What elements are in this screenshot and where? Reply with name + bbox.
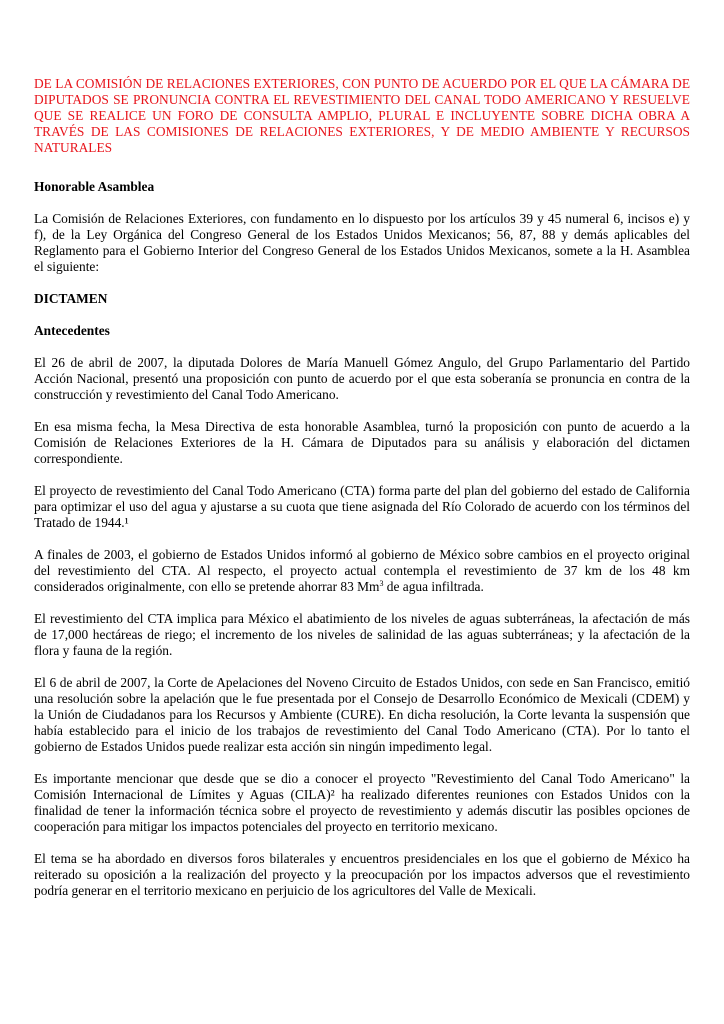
paragraph-8: El tema se ha abordado en diversos foros bilaterales y encuentros presidenciales en los que el gobierno de México ha reiterado su oposición a la realización del proyecto y la preocupación por los impactos adversos que el revestimiento podría generar en el territorio mexicano en perjuicio de los agricultores del Valle de Mexicali. bbox=[34, 851, 690, 898]
paragraph-6: El 6 de abril de 2007, la Corte de Apelaciones del Noveno Circuito de Estados Unidos, con sede en San Francisco, emitió una resolución sobre la apelación que le fue presentada por el Consejo de Desarrollo Económico de Mexicali (CDEM) y la Unión de Ciudadanos para los Recursos y Ambiente (CURE). En dicha resolución, la Corte levanta la suspensión que había establecido para el inicio de los trabajos de revestimiento del Canal Todo Americano (CTA). Por lo tanto el gobierno de Estados Unidos puede realizar esta acción sin ningún impedimento legal. bbox=[34, 675, 690, 754]
salutation-heading: Honorable Asamblea bbox=[34, 179, 155, 194]
paragraph-3: El proyecto de revestimiento del Canal Todo Americano (CTA) forma parte del plan del gobierno del estado de California para optimizar el uso del agua y ajustarse a su cuota que tiene asignada del Río Colorado de acuerdo con los términos del Tratado de 1944.¹ bbox=[34, 483, 690, 530]
paragraph-2: En esa misma fecha, la Mesa Directiva de esta honorable Asamblea, turnó la proposición con punto de acuerdo a la Comisión de Relaciones Exteriores de la H. Cámara de Diputados para su análisis y elaboración del dictamen correspondiente. bbox=[34, 419, 690, 466]
paragraph-4-text: A finales de 2003, el gobierno de Estados Unidos informó al gobierno de México sobre cambios en el proyecto original del revestimiento del CTA. Al respecto, el proyecto actual contempla el revestimiento de 37 km de los 48 km considerados originalmente, con ello se pretende ahorrar 83 Mm bbox=[34, 547, 690, 594]
paragraph-7: Es importante mencionar que desde que se dio a conocer el proyecto "Revestimiento del Canal Todo Americano" la Comisión Internacional de Límites y Aguas (CILA)² ha realizado diferentes reuniones con Estados Unidos con la finalidad de tener la información técnica sobre el proyecto de revestimiento y además discutir las posibles opciones de cooperación para mitigar los impactos potenciales del proyecto en territorio mexicano. bbox=[34, 771, 690, 834]
paragraph-5: El revestimiento del CTA implica para México el abatimiento de los niveles de aguas subterráneas, la afectación de más de 17,000 hectáreas de riego; el incremento de los niveles de salinidad de las aguas subterráneas; y la afectación de la flora y fauna de la región. bbox=[34, 611, 690, 658]
intro-paragraph: La Comisión de Relaciones Exteriores, con fundamento en lo dispuesto por los artículos 39 y 45 numeral 6, incisos e) y f), de la Ley Orgánica del Congreso General de los Estados Unidos Mexicanos; 56, 87, 88 y demás aplicables del Reglamento para el Gobierno Interior del Congreso General de los Estados Unidos Mexicanos, somete a la H. Asamblea el siguiente: bbox=[34, 211, 690, 274]
document-page bbox=[34, 76, 690, 915]
paragraph-4 bbox=[34, 547, 690, 595]
antecedentes-heading: Antecedentes bbox=[34, 323, 110, 338]
document-title: DE LA COMISIÓN DE RELACIONES EXTERIORES, CON PUNTO DE ACUERDO POR EL QUE LA CÁMARA DE DIPUTADOS SE PRONUNCIA CONTRA EL REVESTIMIENTO DEL CANAL TODO AMERICANO Y RESUELVE QUE SE REALICE UN FORO DE CONSULTA AMPLIO, PLURAL E INCLUYENTE SOBRE DICHA OBRA A TRAVÉS DE LAS COMISIONES DE RELACIONES EXTERIORES, Y DE MEDIO AMBIENTE Y RECURSOS NATURALES bbox=[34, 76, 690, 155]
dictamen-heading: DICTAMEN bbox=[34, 291, 108, 306]
paragraph-4-tail: de agua infiltrada. bbox=[383, 579, 484, 594]
paragraph-1: El 26 de abril de 2007, la diputada Dolores de María Manuell Gómez Angulo, del Grupo Parlamentario del Partido Acción Nacional, presentó una proposición con punto de acuerdo por el que esta soberanía se pronuncia en contra de la construcción y revestimiento del Canal Todo Americano. bbox=[34, 355, 690, 402]
superscript-cubic: 3 bbox=[379, 579, 384, 588]
